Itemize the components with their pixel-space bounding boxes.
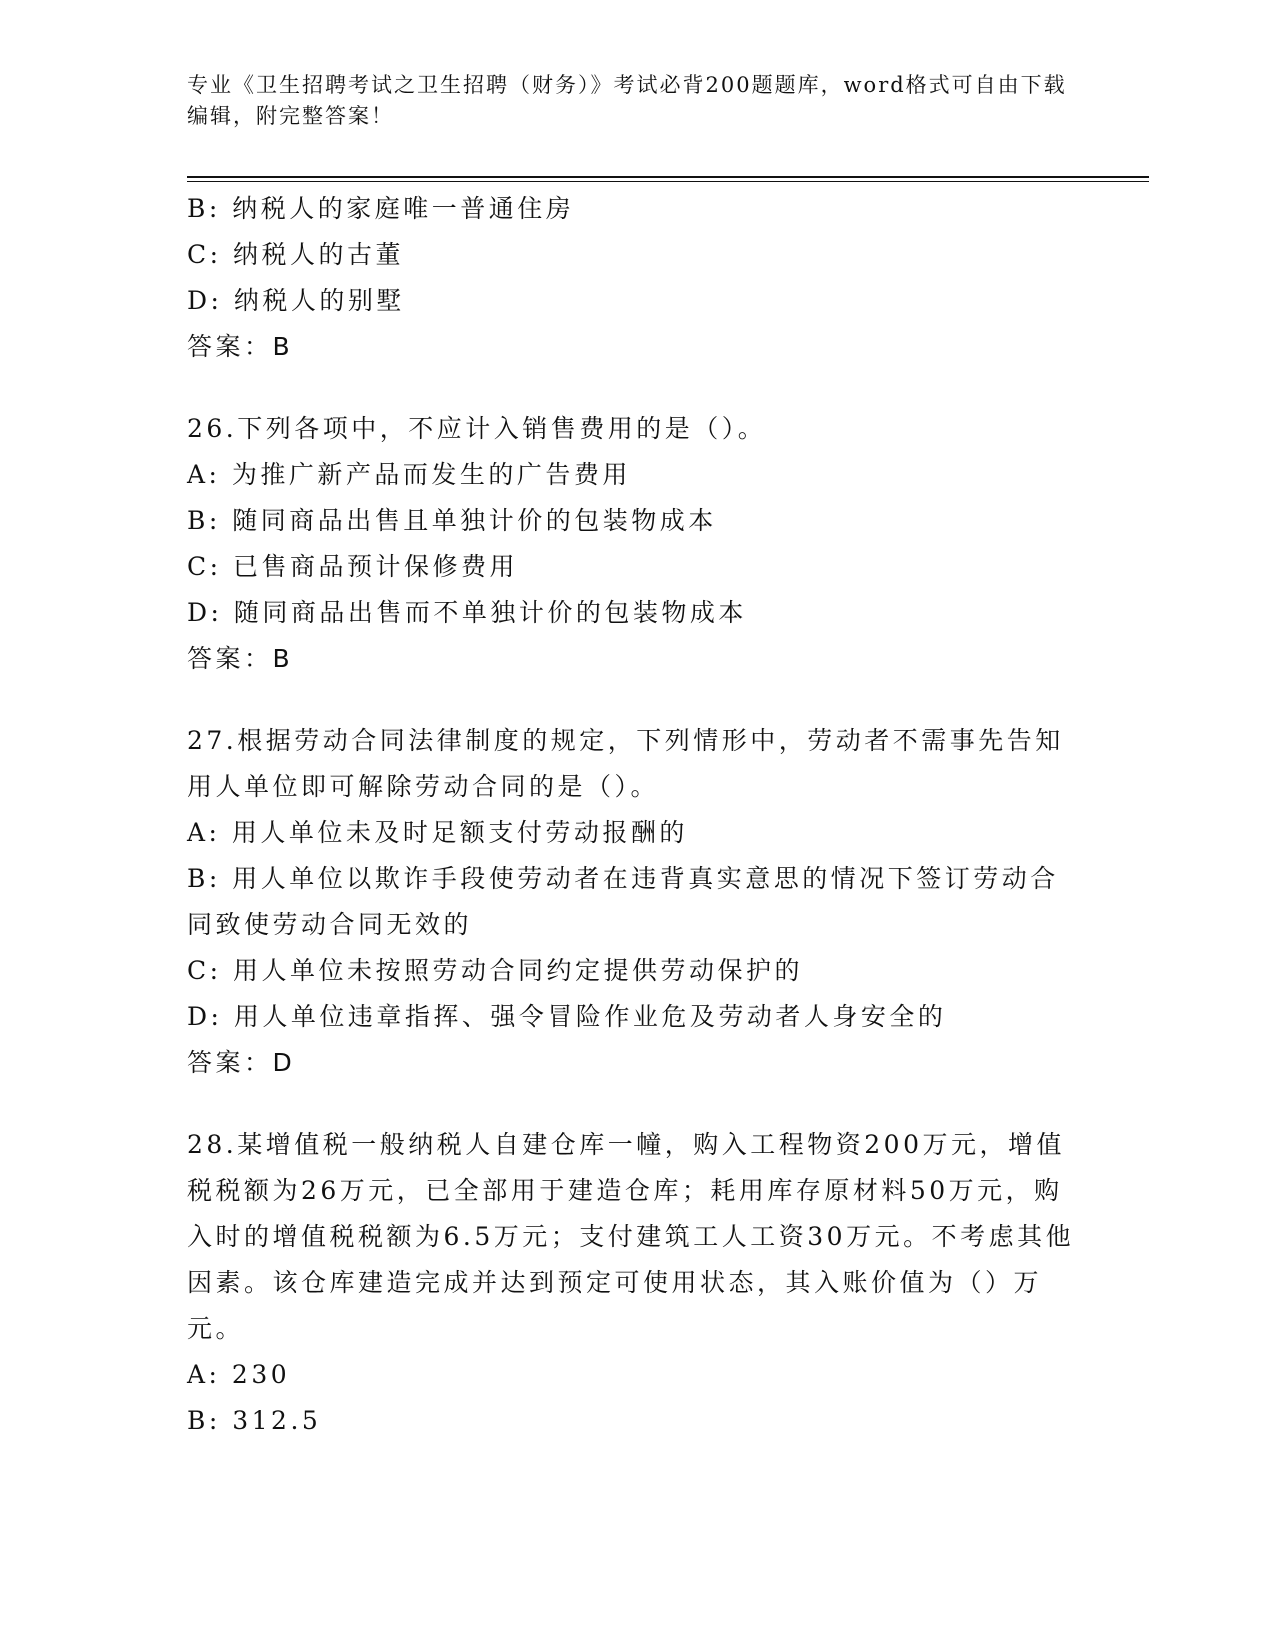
question-stem: 26.下列各项中，不应计入销售费用的是（）。: [187, 414, 767, 443]
option-d: D: 随同商品出售而不单独计价的包装物成本: [187, 598, 747, 627]
option-b: B: 用人单位以欺诈手段使劳动者在违背真实意思的情况下签订劳动合同致使劳动合同无效的: [187, 864, 1059, 939]
answer-line: 答案：B: [187, 332, 294, 361]
question-26: [187, 406, 1087, 682]
question-stem: 27.根据劳动合同法律制度的规定，下列情形中，劳动者不需事先告知用人单位即可解除劳动合同的是（）。: [187, 726, 1064, 801]
option-c: C: 纳税人的古董: [187, 240, 404, 269]
question-28: [187, 1122, 1087, 1444]
header-divider-thin: [187, 181, 1149, 182]
option-a: A: 为推广新产品而发生的广告费用: [187, 460, 631, 489]
option-c: C: 用人单位未按照劳动合同约定提供劳动保护的: [187, 956, 803, 985]
question-27: [187, 718, 1087, 1086]
option-a: A: 230: [187, 1360, 291, 1389]
option-d: D: 用人单位违章指挥、强令冒险作业危及劳动者人身安全的: [187, 1002, 947, 1031]
question-25-partial: [187, 186, 1087, 370]
option-b: B: 312.5: [187, 1406, 322, 1435]
header-divider-thick: [187, 176, 1149, 178]
answer-line: 答案：B: [187, 644, 294, 673]
answer-line: 答案：D: [187, 1048, 296, 1077]
document-header: 专业《卫生招聘考试之卫生招聘（财务）》考试必背200题题库，word格式可自由下载编辑，附完整答案！: [187, 73, 1067, 128]
option-b: B: 随同商品出售且单独计价的包装物成本: [187, 506, 717, 535]
option-c: C: 已售商品预计保修费用: [187, 552, 518, 581]
question-stem: 28.某增值税一般纳税人自建仓库一幢，购入工程物资200万元，增值税税额为26万元，已全部用于建造仓库；耗用库存原材料50万元，购入时的增值税税额为6.5万元；支付建筑工人工资30万元。不考虑其他因素。该仓库建造完成并达到预定可使用状态，其入账价值为（）万元。: [187, 1130, 1075, 1343]
option-d: D: 纳税人的别墅: [187, 286, 405, 315]
option-a: A: 用人单位未及时足额支付劳动报酬的: [187, 818, 688, 847]
question-content: [187, 186, 1087, 1444]
option-b: B: 纳税人的家庭唯一普通住房: [187, 194, 575, 223]
